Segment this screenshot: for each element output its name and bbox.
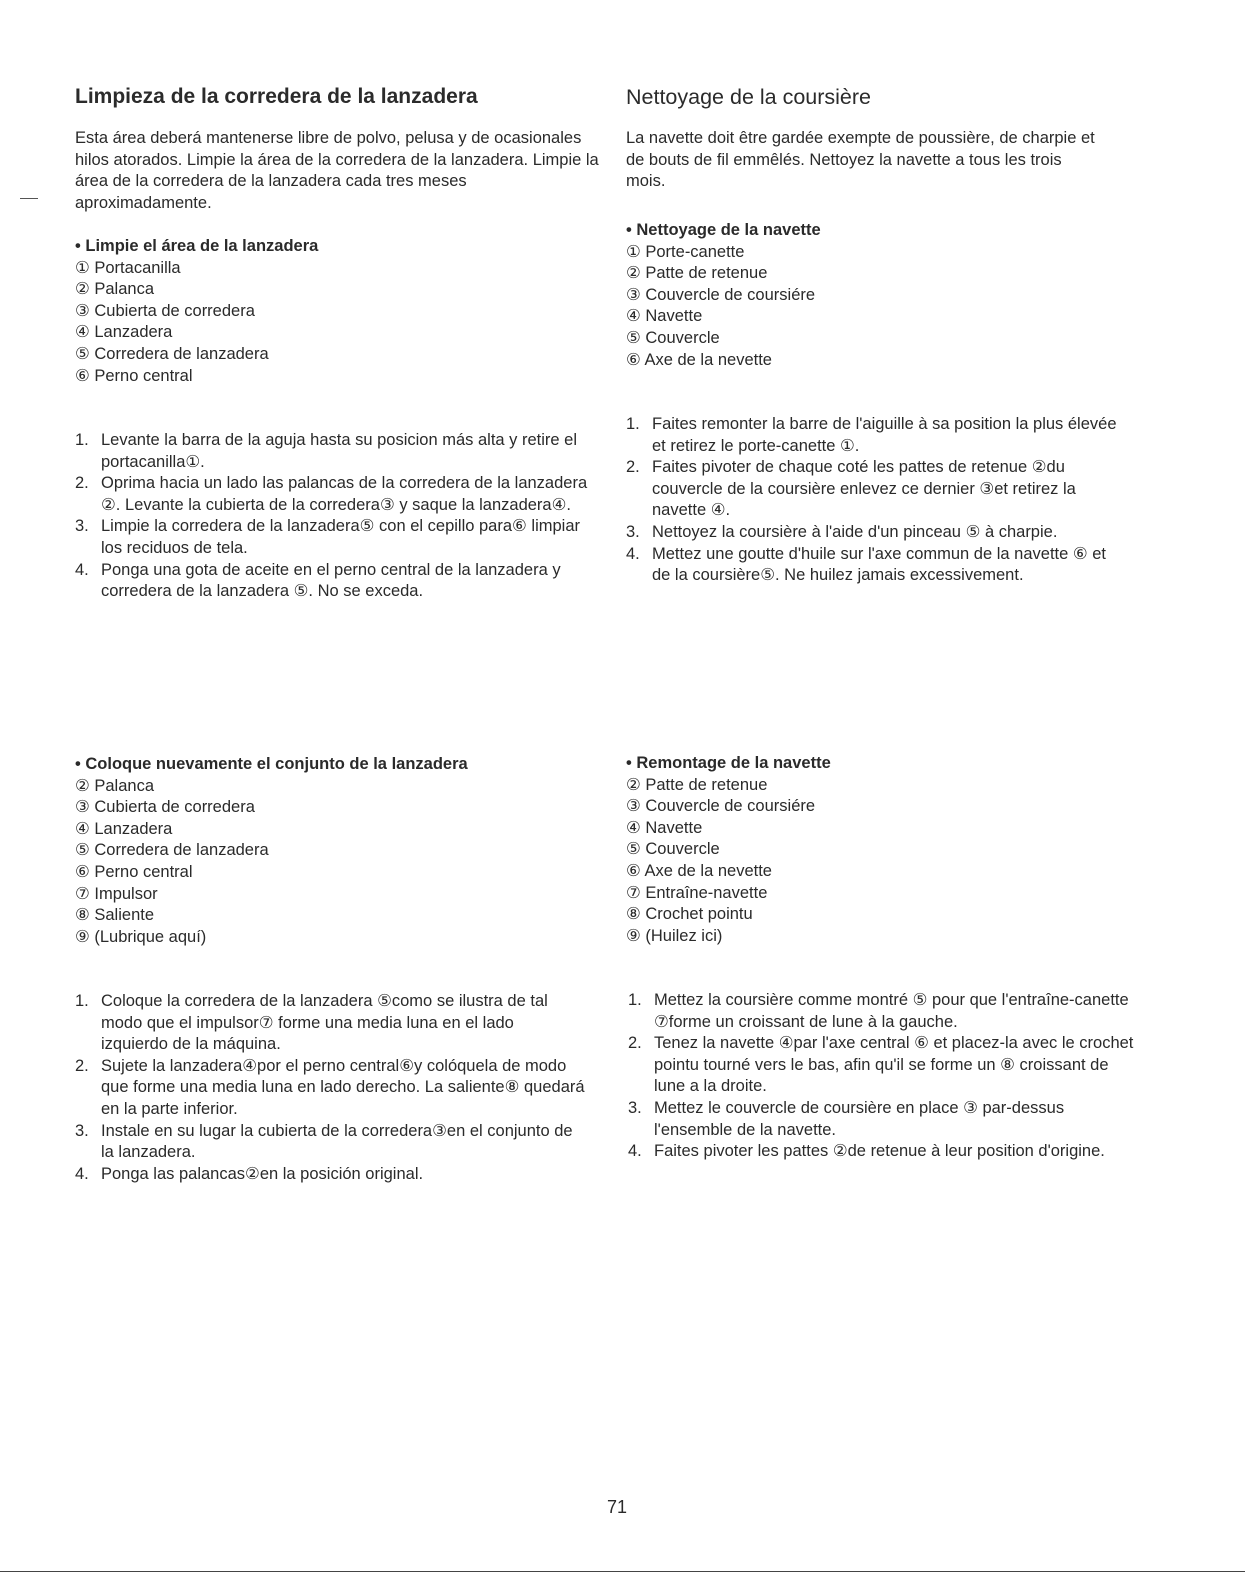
es-cleaning-steps-list	[75, 430, 600, 603]
step-number: 3.	[628, 1098, 642, 1117]
step-text: Faites pivoter les pattes ②de retenue à leur position d'origine.	[654, 1142, 1105, 1161]
margin-tick-mark	[20, 198, 38, 199]
step-item	[75, 560, 600, 603]
step-number: 2.	[628, 1034, 642, 1053]
parts-list-item: ② Patte de retenue	[626, 775, 768, 794]
fr-reassembly-parts-list	[626, 775, 1126, 948]
step-item	[628, 990, 1138, 1033]
step-text: Instale en su lugar la cubierta de la corredera③en el conjunto de la lanzadera.	[101, 1121, 573, 1162]
step-number: 2.	[75, 1056, 89, 1075]
fr-reassembly-subheading: • Remontage de la navette	[626, 754, 831, 772]
parts-list-item: ③ Couvercle de coursiére	[626, 285, 816, 304]
parts-list-item: ⑧ Crochet pointu	[626, 905, 753, 924]
parts-list-item: ③ Cubierta de corredera	[75, 798, 255, 817]
step-item	[628, 1098, 1138, 1141]
parts-list-item: ② Palanca	[75, 776, 155, 795]
es-reassembly-parts	[75, 754, 605, 948]
step-number: 4.	[75, 1164, 89, 1183]
parts-list-item: ③ Couvercle de coursiére	[626, 797, 816, 816]
fr-intro-block	[626, 128, 1096, 193]
page-number: 71	[607, 1497, 628, 1517]
parts-list-item: ① Portacanilla	[75, 258, 181, 277]
parts-list-item: ① Porte-canette	[626, 242, 745, 261]
fr-section-title: Nettoyage de la coursière	[626, 85, 872, 109]
fr-reassembly-parts	[626, 753, 1126, 947]
step-number: 4.	[628, 1142, 642, 1161]
step-item	[75, 1164, 585, 1186]
parts-list-item: ⑥ Axe de la nevette	[626, 861, 772, 880]
parts-list-item: ⑦ Impulsor	[75, 884, 158, 903]
step-text: Faites remonter la barre de l'aiguille à sa position la plus élevée et retirez le porte-canette ①.	[652, 415, 1117, 455]
parts-list-item: ⑦ Entraîne-navette	[626, 883, 768, 902]
step-item	[628, 1033, 1138, 1098]
parts-list-item: ④ Navette	[626, 307, 703, 326]
parts-list-item: ④ Lanzadera	[75, 819, 173, 838]
es-cleaning-subheading: • Limpie el área de la lanzadera	[75, 237, 319, 255]
step-text: Limpie la corredera de la lanzadera⑤ con el cepillo para⑥ limpiar los reciduos de tela.	[101, 517, 580, 557]
step-text: Sujete la lanzadera④por el perno central⑥y colóquela de modo que forme una media luna en lado derecho. La saliente⑧ quedará en la parte inferior.	[101, 1056, 585, 1118]
step-item	[626, 544, 1126, 587]
parts-list-item: ④ Navette	[626, 818, 703, 837]
step-item	[626, 457, 1126, 522]
bottom-rule	[0, 1571, 1245, 1572]
step-text: Mettez la coursière comme montré ⑤ pour que l'entraîne-canette ⑦forme un croissant de lune à la gauche.	[654, 991, 1129, 1031]
parts-list-item: ⑨ (Huilez ici)	[626, 926, 723, 945]
step-text: Ponga una gota de aceite en el perno central de la lanzadera y corredera de la lanzadera ⑤. No se exceda.	[101, 560, 561, 601]
parts-list-item: ② Patte de retenue	[626, 264, 768, 283]
step-item	[626, 522, 1126, 544]
fr-cleaning-parts	[626, 220, 1126, 371]
step-text: Oprima hacia un lado las palancas de la corredera de la lanzadera ②. Levante la cubierta de la corredera③ y saque la lanzadera④.	[101, 474, 588, 514]
parts-list-item: ⑤ Corredera de lanzadera	[75, 344, 269, 363]
step-text: Ponga las palancas②en la posición original.	[101, 1164, 424, 1183]
es-cleaning-parts	[75, 236, 605, 387]
step-text: Faites pivoter de chaque coté les pattes de retenue ②du couvercle de la coursière enlevez ce dernier ③et retirez la navette ④.	[652, 458, 1076, 520]
fr-cleaning-subheading: • Nettoyage de la navette	[626, 221, 821, 239]
parts-list-item: ② Palanca	[75, 280, 155, 299]
step-number: 1.	[75, 431, 89, 449]
step-item	[75, 1121, 585, 1164]
es-reassembly-steps	[75, 991, 585, 1185]
step-text: Nettoyez la coursière à l'aide d'un pinceau ⑤ à charpie.	[652, 522, 1058, 541]
parts-list-item: ⑥ Perno central	[75, 366, 193, 385]
step-number: 4.	[75, 560, 89, 579]
step-text: Coloque la corredera de la lanzadera ⑤como se ilustra de tal modo que el impulsor⑦ forme una media luna en el lado izquierdo de la máquina.	[101, 992, 548, 1054]
step-item	[75, 1056, 585, 1121]
es-reassembly-subheading: • Coloque nuevamente el conjunto de la lanzadera	[75, 755, 468, 773]
fr-cleaning-parts-list	[626, 242, 1126, 372]
es-intro-block	[75, 128, 605, 214]
parts-list-item: ③ Cubierta de corredera	[75, 301, 255, 320]
step-number: 1.	[75, 992, 89, 1010]
step-number: 2.	[75, 474, 89, 493]
step-text: Tenez la navette ④par l'axe central ⑥ et placez-la avec le crochet pointu tourné vers le bas, afin qu'il se forme un ⑧ croissant de lune a la droite.	[654, 1034, 1134, 1096]
parts-list-item: ⑤ Couvercle	[626, 840, 720, 859]
step-number: 3.	[75, 1121, 89, 1140]
es-section-title: Limpieza de la corredera de la lanzadera	[75, 85, 478, 108]
fr-cleaning-steps	[626, 414, 1126, 587]
step-item	[75, 991, 585, 1056]
step-number: 4.	[626, 544, 640, 563]
step-number: 1.	[628, 991, 642, 1009]
step-text: Levante la barra de la aguja hasta su posicion más alta y retire el portacanilla①.	[101, 431, 578, 471]
parts-list-item: ⑥ Perno central	[75, 862, 193, 881]
step-number: 3.	[626, 522, 640, 541]
parts-list-item: ⑥ Axe de la nevette	[626, 350, 772, 369]
parts-list-item: ⑧ Saliente	[75, 906, 155, 925]
step-item	[75, 430, 600, 473]
es-intro-text: Esta área deberá mantenerse libre de polvo, pelusa y de ocasionales hilos atorados. Limpie la área de la corredera de la lanzadera. Limpie la área de la corredera de la lanzadera cada tres meses aproximadamente.	[75, 129, 599, 212]
es-cleaning-parts-list	[75, 258, 605, 388]
fr-reassembly-steps-list	[628, 990, 1138, 1163]
fr-cleaning-steps-list	[626, 414, 1126, 587]
parts-list-item: ⑤ Corredera de lanzadera	[75, 841, 269, 860]
fr-intro-text: La navette doit être gardée exempte de poussière, de charpie et de bouts de fil emmêlés. Nettoyez la navette a tous les trois mois.	[626, 129, 1095, 191]
step-number: 2.	[626, 458, 640, 477]
step-text: Mettez une goutte d'huile sur l'axe commun de la navette ⑥ et de la coursière⑤. Ne huilez jamais excessivement.	[652, 544, 1107, 585]
parts-list-item: ⑤ Couvercle	[626, 328, 720, 347]
fr-reassembly-steps	[628, 990, 1138, 1163]
step-number: 1.	[626, 415, 640, 433]
es-reassembly-steps-list	[75, 991, 585, 1185]
step-number: 3.	[75, 517, 89, 536]
es-cleaning-steps	[75, 430, 600, 603]
step-item	[75, 516, 600, 559]
step-item	[75, 473, 600, 516]
parts-list-item: ⑨ (Lubrique aquí)	[75, 927, 207, 946]
step-item	[628, 1141, 1138, 1163]
es-reassembly-parts-list	[75, 776, 605, 949]
step-text: Mettez le couvercle de coursière en place ③ par-dessus l'ensemble de la navette.	[654, 1098, 1065, 1139]
step-item	[626, 414, 1126, 457]
parts-list-item: ④ Lanzadera	[75, 323, 173, 342]
